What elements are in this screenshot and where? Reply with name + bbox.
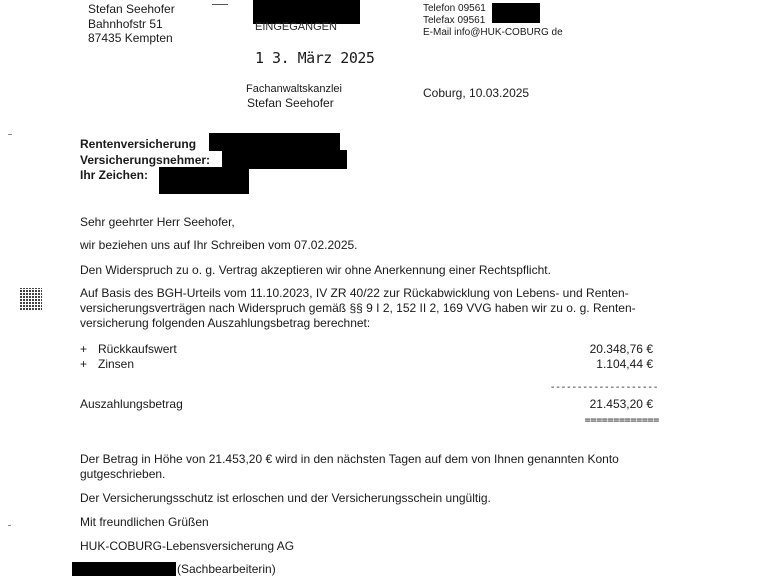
stamp-received: EINGEGANGEN [255,21,337,33]
ref-policyholder: Versicherungsnehmer: [80,153,211,167]
line-item-amount: 20.348,76 € [589,342,653,356]
line-item-amount: 1.104,44 € [596,357,653,371]
line-item-sign: + [80,357,88,371]
redaction-insurance-number [209,133,340,151]
total-amount: 21.453,20 € [589,397,653,411]
closing: Mit freundlichen Grüßen [80,515,209,529]
total-double-rule: ============= [584,415,659,426]
company-name: HUK-COBURG-Lebensversicherung AG [80,539,295,553]
paragraph-5: Der Versicherungsschutz ist erloschen und der Versicherungsschein ungültig. [80,491,491,505]
paragraph-2: Den Widerspruch zu o. g. Vertrag akzeptieren wir ohne Anerkennung einer Rechtspflicht. [80,263,551,277]
sender-name: Stefan Seehofer [88,2,175,16]
datamatrix-code [20,288,42,310]
redaction-phone [492,3,540,23]
ref-your-ref: Ihr Zeichen: [80,168,149,182]
fold-mark-bottom [8,525,11,526]
paragraph-3: Auf Basis des BGH-Urteils vom 11.10.2023, IV ZR 40/22 zur Rückabwicklung von Lebens- und Renten-versicherungsverträgen nach Widerspruch gemäß §§ 9 I 2, 152 II 2, 169 VVG haben wir zu o. g. Renten-versicherung folgenden Auszahlungsbetrag berechnet: [80,286,636,330]
line-item-sign: + [80,342,88,356]
paragraph-4: Der Betrag in Höhe von 21.453,20 € wird in den nächsten Tagen auf dem von Ihnen genannten Konto gutgeschrieben. [80,452,619,481]
sum-dash-rule: -------------------- [549,382,658,393]
redaction-signer-name [72,562,176,576]
fold-mark-top [8,134,12,135]
line-item-label: Zinsen [98,357,135,371]
stamp-office-line1: Fachanwaltskanzlei [246,83,342,95]
line-item-label: Rückkaufswert [98,342,177,356]
sender-street: Bahnhofstr 51 [88,17,163,31]
place-date: Coburg, 10.03.2025 [423,86,530,100]
contact-phone: Telefon 09561 [423,3,486,14]
stamp-office-line2: Stefan Seehofer [247,96,334,110]
paragraph-1: wir beziehen uns auf Ihr Schreiben vom 07.02.2025. [80,238,358,252]
sender-dash-mark [212,4,228,5]
ref-insurance: Rentenversicherung [80,137,197,151]
redaction-your-ref [159,167,249,194]
sender-city: 87435 Kempten [88,31,173,45]
salutation: Sehr geehrter Herr Seehofer, [80,215,235,229]
contact-fax: Telefax 09561 [423,15,486,26]
signer-role: (Sachbearbeiterin) [177,562,276,576]
contact-email: E-Mail info@HUK-COBURG de [423,27,563,38]
stamp-date: 1 3. März 2025 [255,49,375,67]
total-label: Auszahlungsbetrag [80,397,183,411]
